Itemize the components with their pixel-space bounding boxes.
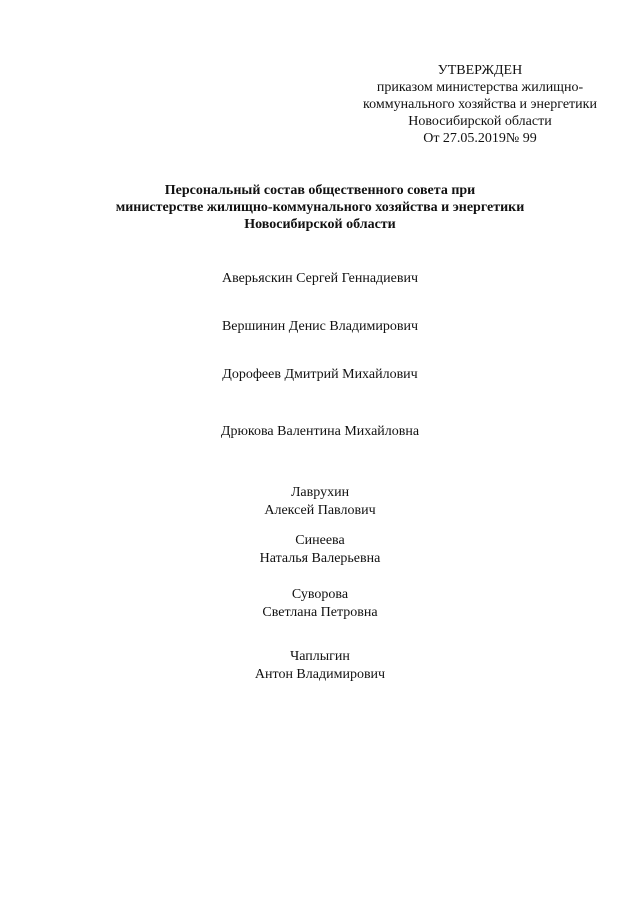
member-surname: Лаврухин [290, 485, 350, 500]
member-name: Аверьяскин Сергей Геннадиевич [221, 271, 419, 286]
approval-heading: УТВЕРЖДЕН [437, 63, 523, 78]
approval-order: От 27.05.2019№ 99 [423, 131, 537, 146]
title-line: министерстве жилищно-коммунального хозяйства и энергетики [115, 200, 525, 215]
document-title [80, 182, 560, 233]
member-given-names: Наталья Валерьевна [259, 551, 381, 566]
approval-block [340, 62, 620, 147]
member-surname: Суворова [291, 587, 349, 602]
member-entry [120, 366, 520, 384]
member-entry [120, 648, 520, 684]
member-entry [120, 532, 520, 568]
member-entry [120, 270, 520, 288]
member-entry [120, 484, 520, 520]
member-entry [120, 586, 520, 622]
title-line: Персональный состав общественного совета при [164, 183, 476, 198]
member-name: Вершинин Денис Владимирович [221, 319, 419, 334]
member-given-names: Антон Владимирович [254, 667, 386, 682]
member-name: Дрюкова Валентина Михайловна [220, 424, 420, 439]
approval-line: коммунального хозяйства и энергетики [363, 97, 597, 112]
approval-line: Новосибирской области [408, 114, 552, 129]
member-name: Дорофеев Дмитрий Михайлович [222, 367, 418, 382]
member-given-names: Светлана Петровна [262, 605, 378, 620]
member-given-names: Алексей Павлович [264, 503, 376, 518]
member-surname: Синеева [295, 533, 345, 548]
member-surname: Чаплыгин [290, 649, 350, 664]
member-entry [120, 318, 520, 336]
member-entry [120, 423, 520, 441]
title-line: Новосибирской области [244, 217, 396, 232]
approval-line: приказом министерства жилищно- [376, 80, 584, 95]
